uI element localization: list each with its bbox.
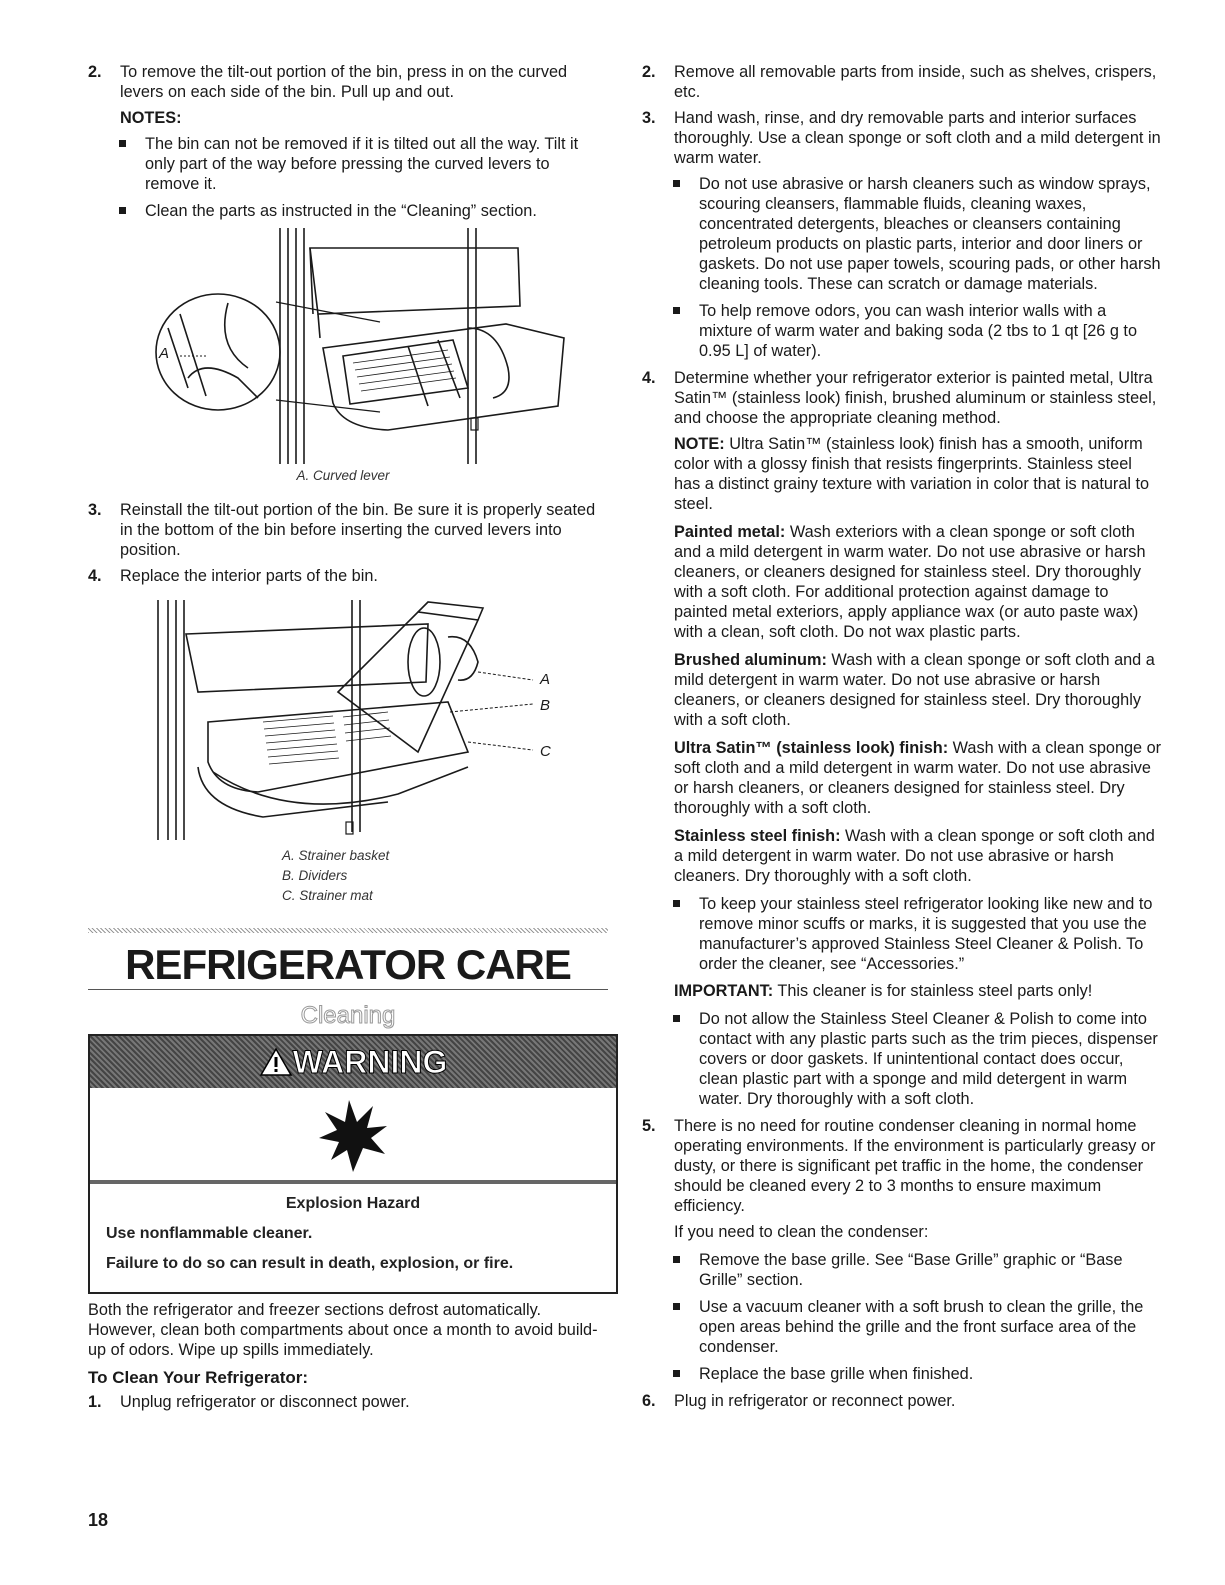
warning-triangle-icon [259,1047,293,1077]
left-column [88,62,608,1418]
note-bullet: The bin can not be removed if it is tilted out all the way. Tilt it only part of the way before pressing the curved levers to remove it. [118,134,608,194]
callout-a: A [159,345,170,362]
notes-label: NOTES: [120,109,182,127]
bullet: Remove the base grille. See “Base Grille” graphic or “Base Grille” section. [672,1250,1162,1290]
warning-line-2: Failure to do so can result in death, explosion, or fire. [106,1255,514,1272]
right-column [642,62,1162,1417]
brushed-aluminum-paragraph: Brushed aluminum: Wash with a clean sponge or soft cloth and a mild detergent in warm water. Do not use abrasive or harsh cleaners, or cleaners designed for stainless steel. Dry thoroughly with a soft cloth. [674,651,1155,729]
important-paragraph: IMPORTANT: This cleaner is for stainless steel parts only! [674,982,1093,1000]
bullet: Replace the base grille when finished. [672,1364,1162,1384]
figure-caption: A. Curved lever [296,468,390,483]
step-1-left: 1. Unplug refrigerator or disconnect power. [88,1393,410,1411]
note-paragraph: NOTE: Ultra Satin™ (stainless look) finish has a smooth, uniform color with a glossy finish that resists fingerprints. Stainless steel has a distinct grainy texture with variation in color that is natural to steel. [674,435,1150,513]
warning-box [88,1034,618,1294]
step-6-right: 6. Plug in refrigerator or reconnect power. [642,1392,956,1410]
bullet: Do not use abrasive or harsh cleaners such as window sprays, scouring cleansers, flammable fluids, cleaning waxes, concentrated detergents, bleaches or cleansers containing petroleum products on plastic parts, interior and door liners or gaskets. Do not use paper towels, scouring pads, or other harsh cleaning tools. These can scratch or damage materials. [672,174,1162,294]
bullet: To keep your stainless steel refrigerator looking like new and to remove minor scuffs or marks, it is suggested that you use the manufacturer’s approved Stainless Steel Cleaner & Polish. To order the cleaner, see “Accessories.” [672,894,1162,974]
bullet: To help remove odors, you can wash interior walls with a mixture of warm water and baking soda (2 tbs to 1 qt [26 g to 0.95 L] of water). [672,301,1162,361]
condenser-intro: If you need to clean the condenser: [674,1223,929,1241]
strainer-basket-illustration [88,592,608,844]
intro-paragraph: Both the refrigerator and freezer sections defrost automatically. However, clean both compartments about once a month to avoid build-up of odors. Wipe up spills immediately. [88,1301,598,1359]
warning-line-1: Use nonflammable cleaner. [106,1225,313,1242]
step-4-left: 4. Replace the interior parts of the bin. [88,567,378,585]
callout-b: B [540,697,551,714]
step-2-left [88,62,608,102]
curved-lever-illustration [88,228,608,472]
step-3-left: 3. Reinstall the tilt-out portion of the bin. Be sure it is properly seated in the bottom of the bin before inserting the curved levers into position. [88,501,596,559]
painted-metal-paragraph: Painted metal: Wash exteriors with a clean sponge or soft cloth and a mild detergent in warm water. Do not use abrasive or harsh cleaners, or cleaners designed for stainless steel. Dry thoroughly with a soft cloth. For additional protection against damage to painted metal exteriors, apply appliance wax (or auto paste wax) with a clean, soft cloth. Do not wax plastic parts. [674,523,1146,641]
callout-a: A [540,671,551,688]
rule [88,989,608,990]
step-text: To remove the tilt-out portion of the bin, press in on the curved levers on each side of the bin. Pull up and out. [120,63,568,101]
section-title: REFRIGERATOR CARE [125,941,571,988]
callout-c: C [540,743,551,760]
warning-label: WARNING [292,1044,448,1080]
bullet: Do not allow the Stainless Steel Cleaner & Polish to come into contact with any plastic parts such as the trim pieces, dispenser covers or door gaskets. If unintentional contact does occur, clean plastic part with a sponge and mild detergent in warm water. Dry thoroughly with a soft cloth. [672,1009,1162,1109]
warning-banner [90,1036,616,1088]
warning-text [90,1180,616,1292]
clean-heading: To Clean Your Refrigerator: [88,1368,309,1387]
ultra-satin-paragraph: Ultra Satin™ (stainless look) finish: Wash with a clean sponge or soft cloth and a mild detergent in warm water. Do not use abrasive or harsh cleaners, or cleaners designed for stainless steel. Dry thoroughly with a soft cloth. [674,739,1162,817]
step-5-right: 5. There is no need for routine condenser cleaning in normal home operating environments. If the environment is particularly greasy or dusty, or there is significant pet traffic in the home, the condenser should be cleaned every 2 to 3 months to ensure maximum efficiency. [642,1117,1156,1215]
section-divider [88,928,608,933]
note-bullet: Clean the parts as instructed in the “Cleaning” section. [118,201,608,221]
cleaning-heading: Cleaning [300,1002,396,1029]
figure-captions: A. Strainer basket B. Dividers C. Strainer mat [282,848,390,903]
bullet: Use a vacuum cleaner with a soft brush to clean the grille, the open areas behind the grille and the front surface area of the condenser. [672,1297,1162,1357]
hazard-title: Explosion Hazard [285,1195,421,1212]
page-number: 18 [88,1510,109,1530]
step-3-right: 3. Hand wash, rinse, and dry removable parts and interior surfaces thoroughly. Use a clean sponge or soft cloth and a mild detergent in warm water. [642,109,1161,167]
stainless-steel-paragraph: Stainless steel finish: Wash with a clean sponge or soft cloth and a mild detergent in warm water. Do not use abrasive or harsh cleaners. Dry thoroughly with a soft cloth. [674,827,1155,885]
step-2-right: 2. Remove all removable parts from inside, such as shelves, crispers, etc. [642,63,1157,101]
step-number: 2. [88,63,102,81]
step-4-right: 4. Determine whether your refrigerator exterior is painted metal, Ultra Satin™ (stainless look) finish, brushed aluminum or stainless steel, and choose the appropriate cleaning method. [642,369,1157,427]
explosion-icon [90,1088,616,1180]
